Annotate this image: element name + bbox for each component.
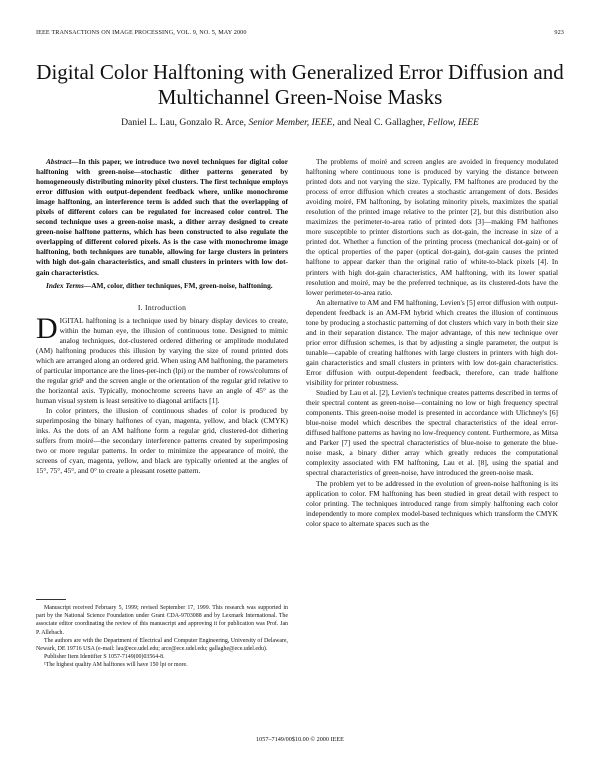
gallagher-role: Fellow, IEEE [427,117,479,128]
drop-cap: D [36,311,58,345]
index-terms-text: AM, color, dither techniques, FM, green-noise, halftoning. [91,280,273,290]
intro-paragraph-1 [36,311,288,406]
footnotes [36,599,288,670]
intro-paragraph-2: In color printers, the illusion of continuous shades of color is produced by superimposing the binary halftones of cyan, magenta, yellow, and black (CMYK) inks. As the dots of an AM halftone form a regular grid, clustered-dot dithering suffers from moiré—the secondary interference patterns created by superimposing two or more regular patterns. In order to minimize the appearance of moiré, the screens of cyan, magenta, yellow, and black are typically oriented at the angles of 15°, 75°, 45°, and 0° to create a pleasant rosette pattern. [36,406,288,476]
running-head [36,29,564,39]
copyright-footer: 1057–7149/00$10.00 © 2000 IEEE [256,736,344,743]
abstract [36,157,288,278]
intro-p1-text: IGITAL halftoning is a technique used by binary display devices to create, within the human eye, the illusion of continuous tone. Designed to mimic analog techniques, dot-clustered ordered dithering or amplitude modulated (AM) halftoning produces this illusion by varying the size of round printed dots which are arranged along an ordered grid. When using AM halftoning, the parameters of particular importance are the lines-per-inch (lpi) or the number of rows/columns of the regular grid¹ and the screen angle or the orientation of the regular grid relative to the horizontal axis. Typically, monochrome screens have an angle of 45° as the human visual system is least sensitive to diagonal artifacts [1]. [36,315,288,406]
right-paragraph-1: The problems of moiré and screen angles are avoided in frequency modulated halftoning where continuous tone is produced by varying the distance between printed dots and not varying the size. Typically, FM halftones are produced by the process of error diffusion which creates a stochastic arrangement of dots. Besides avoiding moiré, FM halftoning, by isolating minority pixels, maximizes the spatial resolution of the printed image relative to the printer [2], but this distribution also maximizes the perimeter-to-area ratio of printed dots [3]—making FM halftones more susceptible to printer distortions such as dot-gain, the increase in size of a printed dot. Whether a function of the printing process (mechanical dot-gain) or of the optical properties of the paper (optical dot-gain), dot-gain causes the printed halftone to appear darker than the original ratio of white-to-black pixels [4]. In printers with high dot-gain characteristics, AM halftoning, with its lower spatial resolution and moiré, may be the preferred technique, as its clustered-dots have the lower perimeter-to-area ratio. [306,157,558,297]
author-line [30,117,570,128]
authors-part1: Daniel L. Lau, Gonzalo R. Arce, [121,117,247,128]
abstract-text: In this paper, we introduce two novel techniques for digital color halftoning with green-noise—stochastic dither patterns generated by homogeneously distributing minority pixel clusters. The first technique employs error diffusion with output-dependent feedback where, unlike monochrome image halftoning, an interference term is added such that the overlapping of pixels of different colors can be regulated for increased color control. The second technique uses a green-noise mask, a dither array designed to create green-noise halftone patterns, which has been constructed to also regulate the overlapping of different colored pixels. As is the case with monochrome image halftoning, both techniques are tunable, allowing for large clusters in printers with high dot-gain characteristics, and small clusters in printers with low dot-gain characteristics. [36,157,288,277]
index-terms [36,281,288,291]
abstract-label: Abstract— [46,157,79,166]
right-column [306,157,558,529]
page-number: 923 [554,29,564,36]
footnote-manuscript: Manuscript received February 5, 1999; revised September 17, 1999. This research was supported in part by the National Science Foundation under Grant CDA-9703088 and by Lexmark International. The associate editor coordinating the review of this manuscript and approving it for publication was Prof. Jan P. Allebach. [36,605,288,636]
index-terms-label: Index Terms— [46,280,92,290]
left-column [36,157,288,476]
arce-role: Senior Member, IEEE, [248,117,335,128]
authors-part2: and Neal C. Gallagher, [337,117,425,128]
footnote-1: ¹The highest quality AM halftones will have 150 lpi or more. [44,662,188,669]
footnote-publisher-id: Publisher Item Identifier S 1057-7149(00)03564-8. [44,654,165,661]
right-paragraph-3: Studied by Lau et al. [2], Levien's technique creates patterns described in terms of their spectral content as green-noise—containing no low or high frequency spectral components. This green-noise model is presented in accordance with Ulichney's [6] blue-noise model which describes the spectral characteristics of the ideal error-diffused halftone patterns as having no low-frequency content. Furthermore, as Mitsa and Parker [7] used the spectral characteristics of blue-noise to generate the blue-noise mask, a binary dither array which greatly reduces the computational complexity associated with FM halftoning, Lau et al. [8], using the spatial and spectral characteristics of green-noise, have introduced the green-noise mask. [306,388,558,478]
footnote-rule [36,599,66,600]
right-paragraph-4: The problem yet to be addressed in the evolution of green-noise halftoning is its application to color. FM halftoning has been studied in great detail with respect to color printing. The techniques introduced range from simply halftoning each color independently to more complex model-based techniques which transform the CMYK color space to alternate spaces such as the [306,478,558,528]
right-paragraph-2: An alternative to AM and FM halftoning, Levien's [5] error diffusion with output-dependent feedback is an AM-FM hybrid which creates the illusion of continuous tone by producing a stochastic patterning of dot clusters which vary in both their size and in their separation distance. The major advantage, of this new technique over prior error diffusion schemes, is that by adjusting a single parameter, the output is tunable—capable of creating halftones with large clusters in printers with high dot-gain characteristics and small clusters in printers with low dot-gain characteristics. Error diffusion with output-dependent feedback, therefore, can trade halftone visibility for printer robustness. [306,297,558,388]
section-heading: I. Introduction [137,302,187,312]
journal-header: IEEE TRANSACTIONS ON IMAGE PROCESSING, VOL. 9, NO. 5, MAY 2000 [36,29,247,36]
paper-title: Digital Color Halftoning with Generalized Error Diffusion and Multichannel Green-Noise Masks [36,60,564,109]
footnote-affiliation: The authors are with the Department of Electrical and Computer Engineering, University of Delaware, Newark, DE 19716 USA (e-mail: lau@ece.udel.edu; arce@ece.udel.edu; gallaghe@ece.udel.edu). [36,637,288,653]
